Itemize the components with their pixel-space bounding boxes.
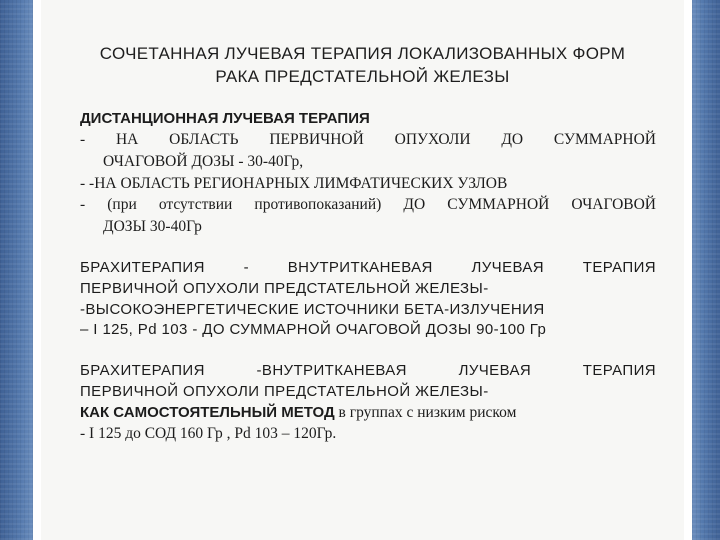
section-1-line-2: ОЧАГОВОЙ ДОЗЫ - 30-40Гр, bbox=[103, 153, 304, 170]
section-1-line-5: ДОЗЫ 30-40Гр bbox=[103, 218, 202, 235]
section-3-line-2: ПЕРВИЧНОЙ ОПУХОЛИ ПРЕДСТАТЕЛЬНОЙ ЖЕЛЕЗЫ- bbox=[80, 383, 489, 400]
document-title-line-1: СОЧЕТАННАЯ ЛУЧЕВАЯ ТЕРАПИЯ ЛОКАЛИЗОВАННЫХ ФОРМ bbox=[99, 44, 626, 63]
slide-right-border bbox=[692, 0, 720, 540]
section-3-line-3 bbox=[80, 404, 516, 422]
section-1-line-1: - НА ОБЛАСТЬ ПЕРВИЧНОЙ ОПУХОЛИ ДО СУММАРНОЙ bbox=[80, 131, 656, 148]
section-2-line-1: БРАХИТЕРАПИЯ - ВНУТРИТКАНЕВАЯ ЛУЧЕВАЯ ТЕРАПИЯ bbox=[80, 259, 656, 276]
slide-left-border bbox=[0, 0, 33, 540]
section-2-line-2: ПЕРВИЧНОЙ ОПУХОЛИ ПРЕДСТАТЕЛЬНОЙ ЖЕЛЕЗЫ- bbox=[80, 280, 489, 297]
scanned-page bbox=[41, 0, 684, 540]
section-3-method-text: в группах с низким риском bbox=[334, 404, 517, 421]
section-1-line-3: - -НА ОБЛАСТЬ РЕГИОНАРНЫХ ЛИМФАТИЧЕСКИХ УЗЛОВ bbox=[80, 175, 508, 192]
document-title-line-2: РАКА ПРЕДСТАТЕЛЬНОЙ ЖЕЛЕЗЫ bbox=[215, 67, 510, 86]
section-3-method-label: КАК САМОСТОЯТЕЛЬНЫЙ МЕТОД bbox=[80, 404, 335, 421]
section-1-line-4: - (при отсутствии противопоказаний) ДО СУММАРНОЙ ОЧАГОВОЙ bbox=[80, 196, 656, 213]
section-3-line-4: - I 125 до СОД 160 Гр , Pd 103 – 120Гр. bbox=[80, 425, 337, 442]
slide bbox=[33, 0, 692, 540]
section-3-line-1: БРАХИТЕРАПИЯ -ВНУТРИТКАНЕВАЯ ЛУЧЕВАЯ ТЕРАПИЯ bbox=[80, 362, 656, 379]
section-1-heading: ДИСТАНЦИОННАЯ ЛУЧЕВАЯ ТЕРАПИЯ bbox=[80, 110, 370, 127]
section-2-line-3: -ВЫСОКОЭНЕРГЕТИЧЕСКИЕ ИСТОЧНИКИ БЕТА-ИЗЛУЧЕНИЯ bbox=[80, 301, 545, 318]
section-2-line-4: – I 125, Pd 103 - ДО СУММАРНОЙ ОЧАГОВОЙ ДОЗЫ 90-100 Гр bbox=[80, 321, 547, 338]
